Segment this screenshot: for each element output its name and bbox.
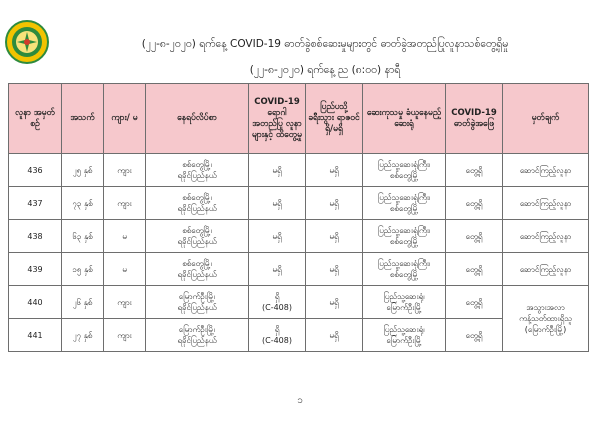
cell-sex: မ xyxy=(104,253,146,286)
cell-hospital: ပြည်သူ့ဆေးရုံ၊ မြောက်ဦးမြို့ xyxy=(363,286,446,319)
table-row xyxy=(9,253,589,286)
cell-result: တွေ့ရှိ xyxy=(446,154,503,187)
header-address: နေရပ်လိပ်စာ xyxy=(146,84,249,154)
cell-sex: မ xyxy=(104,220,146,253)
cell-case-no: 439 xyxy=(9,253,62,286)
cell-hospital: ပြည်သူ့ဆေးရုံကြီး၊ စစ်တွေမြို့ xyxy=(363,187,446,220)
cell-contact: မရှိ xyxy=(249,187,306,220)
cell-sex: ကျား xyxy=(104,187,146,220)
cell-age: ၂၆ နှစ် xyxy=(62,286,104,319)
cell-age: ၂၅ နှစ် xyxy=(62,154,104,187)
cell-remark-merged: အသွားအလာ ကန့်သတ်ထားရှိသူ (မြောက်ဦးမြို့) xyxy=(503,286,589,352)
cell-address: စစ်တွေမြို့၊ ရခိုင်ပြည်နယ် xyxy=(146,187,249,220)
cell-contact: မရှိ xyxy=(249,154,306,187)
cell-travel: မရှိ xyxy=(306,154,363,187)
cell-age: ၇၃ နှစ် xyxy=(62,187,104,220)
cell-address: စစ်တွေမြို့၊ ရခိုင်ပြည်နယ် xyxy=(146,154,249,187)
cell-age: ၆၃ နှစ် xyxy=(62,220,104,253)
cell-sex: ကျား xyxy=(104,154,146,187)
cell-age: ၂၇ နှစ် xyxy=(62,319,104,352)
table-row xyxy=(9,154,589,187)
cell-travel: မရှိ xyxy=(306,319,363,352)
cases-table xyxy=(8,83,589,352)
cell-travel: မရှိ xyxy=(306,187,363,220)
report-subtitle: (၂၂-၈-၂၀၂၀) ရက်နေ့ ည (၈:၀၀) နာရီ xyxy=(249,64,401,76)
header-test-result: COVID-19 ဓာတ်ခွဲအဖြေ xyxy=(446,84,503,154)
cell-travel: မရှိ xyxy=(306,286,363,319)
cell-case-no: 436 xyxy=(9,154,62,187)
ministry-emblem-logo xyxy=(5,20,49,64)
cell-remark: ဆောင်ကြည့်လူနာ xyxy=(503,253,589,286)
cell-address: မြောက်ဦးမြို့၊ ရခိုင်ပြည်နယ် xyxy=(146,319,249,352)
cell-contact: မရှိ xyxy=(249,253,306,286)
cell-result: တွေ့ရှိ xyxy=(446,187,503,220)
header-contact: COVID-19 ရောဂါ အတည်ပြု လူနာများနှင့် ထိတွေ့မှု xyxy=(249,84,306,154)
cell-sex: ကျား xyxy=(104,319,146,352)
cell-contact: မရှိ xyxy=(249,220,306,253)
header-age: အသက် xyxy=(62,84,104,154)
header-case-no: လူနာ အမှတ် စဉ် xyxy=(9,84,62,154)
cell-travel: မရှိ xyxy=(306,253,363,286)
cell-hospital: ပြည်သူ့ဆေးရုံ၊ မြောက်ဦးမြို့ xyxy=(363,319,446,352)
cell-hospital: ပြည်သူ့ဆေးရုံကြီး၊ စစ်တွေမြို့ xyxy=(363,220,446,253)
table-header-row xyxy=(9,84,589,154)
cell-case-no: 438 xyxy=(9,220,62,253)
cell-address: စစ်တွေမြို့၊ ရခိုင်ပြည်နယ် xyxy=(146,220,249,253)
report-title: (၂၂-၈-၂၀၂၀) ရက်နေ့ COVID-19 ဓာတ်ခွဲစစ်ဆေးမှုများတွင် ဓာတ်ခွဲအတည်ပြုလူနာသစ်တွေ့ရှိမှု xyxy=(141,38,509,50)
header-hospital: ဆေးကုသမှု ခံယူနေမည့်ဆေးရုံ xyxy=(363,84,446,154)
cell-remark: ဆောင်ကြည့်လူနာ xyxy=(503,154,589,187)
page-number: ၁ xyxy=(297,395,303,406)
cell-travel: မရှိ xyxy=(306,220,363,253)
cell-result: တွေ့ရှိ xyxy=(446,319,503,352)
cell-result: တွေ့ရှိ xyxy=(446,253,503,286)
cell-hospital: ပြည်သူ့ဆေးရုံကြီး၊ စစ်တွေမြို့ xyxy=(363,154,446,187)
table-row xyxy=(9,187,589,220)
table-row xyxy=(9,319,589,352)
cell-sex: ကျား xyxy=(104,286,146,319)
cell-age: ၁၅ နှစ် xyxy=(62,253,104,286)
cell-remark: ဆောင်ကြည့်လူနာ xyxy=(503,220,589,253)
cell-address: မြောက်ဦးမြို့၊ ရခိုင်ပြည်နယ် xyxy=(146,286,249,319)
table-row xyxy=(9,220,589,253)
header-remark: မှတ်ချက် xyxy=(503,84,589,154)
header-travel-history: ပြည်ပသို့ ခရီးသွား ရာဇဝင် ရှိ/မရှိ xyxy=(306,84,363,154)
cell-result: တွေ့ရှိ xyxy=(446,286,503,319)
header-sex: ကျား/ မ xyxy=(104,84,146,154)
cell-case-no: 440 xyxy=(9,286,62,319)
cell-result: တွေ့ရှိ xyxy=(446,220,503,253)
cell-contact: ရှိ (C-408) xyxy=(249,319,306,352)
cell-case-no: 441 xyxy=(9,319,62,352)
cell-hospital: ပြည်သူ့ဆေးရုံကြီး၊ စစ်တွေမြို့ xyxy=(363,253,446,286)
cell-address: စစ်တွေမြို့၊ ရခိုင်ပြည်နယ် xyxy=(146,253,249,286)
cell-contact: ရှိ (C-408) xyxy=(249,286,306,319)
table-row xyxy=(9,286,589,319)
cell-case-no: 437 xyxy=(9,187,62,220)
cell-remark: ဆောင်ကြည့်လူနာ xyxy=(503,187,589,220)
